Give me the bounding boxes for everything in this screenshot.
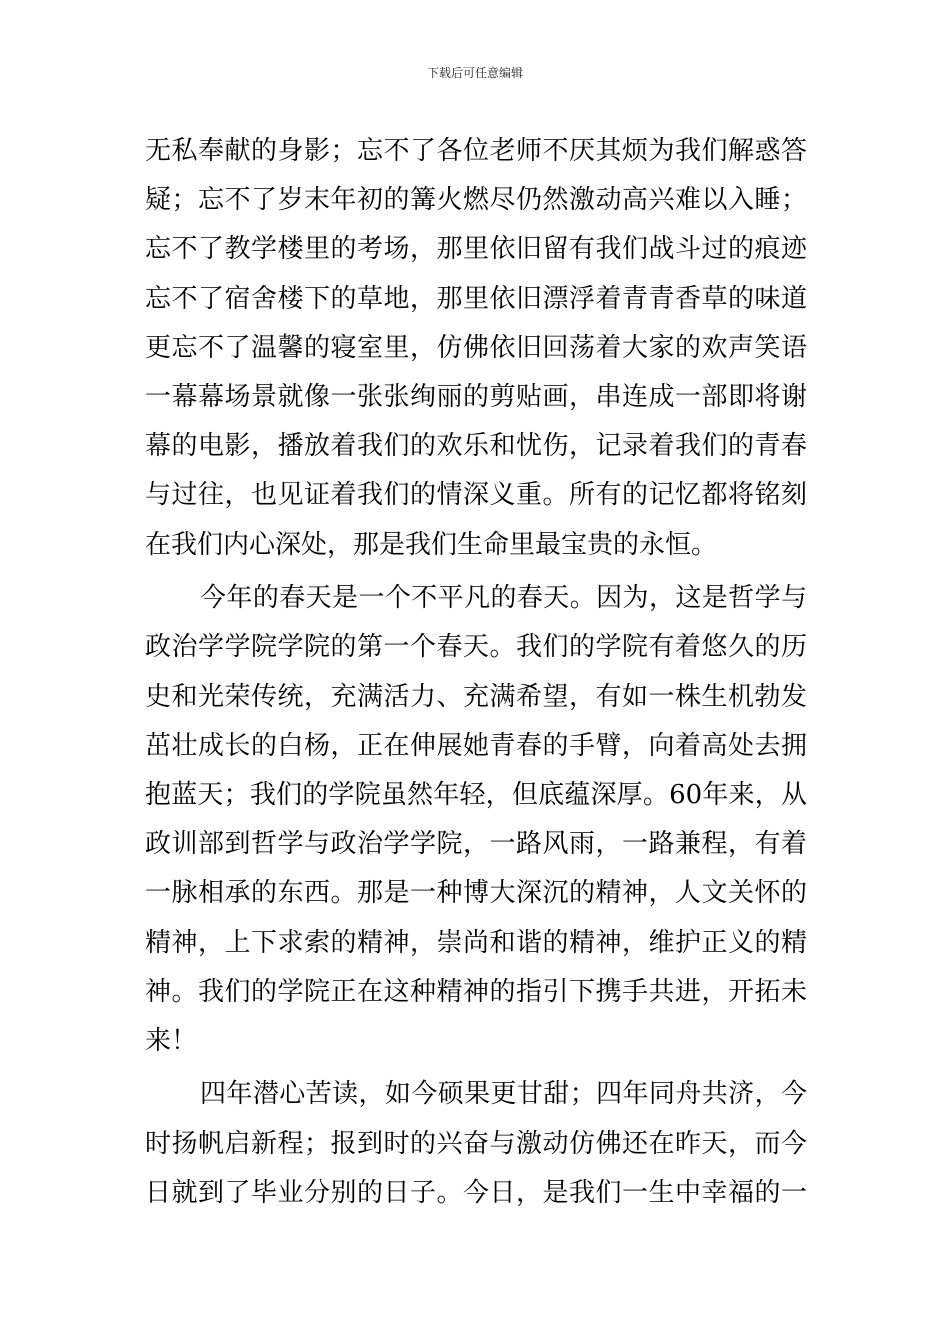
text-line: 政治学学院学院的第一个春天。我们的学院有着悠久的历: [145, 632, 807, 662]
text-line: 一脉相承的东西。那是一种博大深沉的精神，人文关怀的: [145, 878, 807, 908]
text-line: 茁壮成长的白杨，正在伸展她青春的手臂，向着高处去拥: [145, 731, 807, 761]
text-line: 更忘不了温馨的寝室里，仿佛依旧回荡着大家的欢声笑语: [145, 333, 807, 363]
text-line: 幕的电影，播放着我们的欢乐和忧伤，记录着我们的青春: [145, 431, 807, 461]
paragraph-start-line: 今年的春天是一个不平凡的春天。因为，这是哲学与: [200, 583, 807, 613]
text-line: 忘不了宿舍楼下的草地，那里依旧漂浮着青青香草的味道: [145, 284, 807, 314]
paragraph-start-line: 四年潜心苦读，如今硕果更甘甜；四年同舟共济，今: [200, 1079, 807, 1109]
text-line: 来！: [145, 1026, 198, 1056]
page-header: 下载后可任意编辑: [426, 66, 523, 80]
text-line: 与过往，也见证着我们的情深义重。所有的记忆都将铭刻: [145, 480, 807, 510]
text-line: 一幕幕场景就像一张张绚丽的剪贴画，串连成一部即将谢: [145, 382, 807, 412]
text-line: 无私奉献的身影；忘不了各位老师不厌其烦为我们解惑答: [145, 136, 807, 166]
text-line: 史和光荣传统，充满活力、充满希望，有如一株生机勃发: [145, 682, 807, 712]
text-line: 时扬帆启新程；报到时的兴奋与激动仿佛还在昨天，而今: [145, 1129, 807, 1159]
text-line: 忘不了教学楼里的考场，那里依旧留有我们战斗过的痕迹: [145, 234, 807, 264]
text-line: 政训部到哲学与政治学学院，一路风雨，一路兼程，有着: [145, 829, 807, 859]
text-line: 在我们内心深处，那是我们生命里最宝贵的永恒。: [145, 530, 718, 560]
text-line: 日就到了毕业分别的日子。今日，是我们一生中幸福的一: [145, 1178, 807, 1208]
text-line: 神。我们的学院正在这种精神的指引下携手共进，开拓未: [145, 977, 807, 1007]
text-line: 精神，上下求索的精神，崇尚和谐的精神，维护正义的精: [145, 928, 807, 958]
text-line: 疑；忘不了岁末年初的篝火燃尽仍然激动高兴难以入睡；: [145, 185, 807, 215]
text-line: 抱蓝天；我们的学院虽然年轻，但底蕴深厚。60年来，从: [145, 780, 807, 810]
